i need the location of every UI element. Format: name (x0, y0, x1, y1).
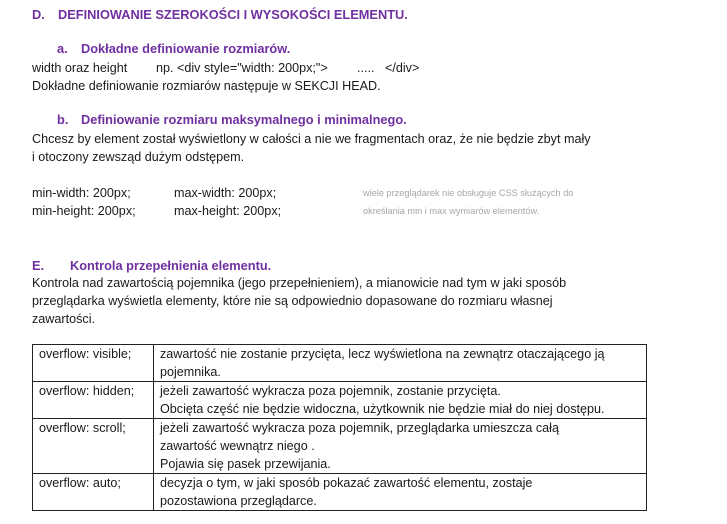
subsection-b-para-line1: Chcesz by element został wyświetlony w całości a nie we fragmentach oraz, że nie będzie zbyt mały (32, 132, 591, 146)
section-e-para-line3: zawartości. (32, 312, 95, 326)
head-section-note: Dokładne definiowanie rozmiarów następuje w SEKCJI HEAD. (32, 79, 381, 93)
desc-line: jeżeli zawartość wykracza poza pojemnik, zostanie przycięta. (160, 384, 501, 398)
overflow-hidden-desc (154, 382, 647, 419)
desc-line: jeżeli zawartość wykracza poza pojemnik, przeglądarka umieszcza całą (160, 421, 559, 435)
desc-line: Obcięta część nie będzie widoczna, użytkownik nie będzie miał do niej dostępu. (160, 402, 605, 416)
max-width-rule: max-width: 200px; (174, 186, 277, 200)
section-d-title: DEFINIOWANIE SZEROKOŚCI I WYSOKOŚCI ELEMENTU. (58, 7, 408, 22)
table-row (33, 382, 647, 419)
overflow-auto-desc (154, 474, 647, 511)
browser-support-note-line2: określania min i max wymiarów elementów. (363, 206, 540, 216)
desc-line: pozostawiona przeglądarce. (160, 494, 317, 508)
min-width-rule: min-width: 200px; (32, 186, 131, 200)
subsection-b-label: b. (57, 112, 69, 127)
overflow-table (32, 344, 647, 511)
width-height-term: width oraz height (32, 61, 128, 75)
div-example-dots: ..... (357, 61, 375, 75)
desc-line: zawartość wewnątrz niego . (160, 439, 315, 453)
desc-line: pojemnika. (160, 365, 221, 379)
table-row (33, 345, 647, 382)
desc-line: Pojawia się pasek przewijania. (160, 457, 331, 471)
section-e-title: Kontrola przepełnienia elementu. (70, 258, 272, 273)
browser-support-note-line1: wiele przeglądarek nie obsługuje CSS służących do (363, 188, 574, 198)
overflow-scroll-key: overflow: scroll; (33, 419, 154, 474)
section-d-label: D. (32, 7, 45, 22)
section-e-para-line1: Kontrola nad zawartością pojemnika (jego przepełnieniem), a mianowicie nad tym w jaki sposób (32, 276, 567, 290)
overflow-hidden-key: overflow: hidden; (33, 382, 154, 419)
div-example: np. <div style="width: 200px;"> (156, 61, 328, 75)
overflow-scroll-desc (154, 419, 647, 474)
overflow-visible-key: overflow: visible; (33, 345, 154, 382)
subsection-b-para-line2: i otoczony zewsząd dużym odstępem. (32, 150, 245, 164)
div-example-end: </div> (385, 61, 420, 75)
section-e-label: E. (32, 258, 45, 273)
overflow-visible-desc (154, 345, 647, 382)
desc-line: decyzja o tym, w jaki sposób pokazać zawartość elementu, zostaje (160, 476, 533, 490)
table-row (33, 419, 647, 474)
section-e-para-line2: przeglądarka wyświetla elementy, które nie są odpowiednio dopasowane do rozmiaru własnej (32, 294, 553, 308)
overflow-auto-key: overflow: auto; (33, 474, 154, 511)
subsection-a-label: a. (57, 41, 68, 56)
min-height-rule: min-height: 200px; (32, 204, 136, 218)
desc-line: zawartość nie zostanie przycięta, lecz wyświetlona na zewnątrz otaczającego ją (160, 347, 605, 361)
table-row (33, 474, 647, 511)
subsection-b-title: Definiowanie rozmiaru maksymalnego i minimalnego. (81, 112, 407, 127)
subsection-a-title: Dokładne definiowanie rozmiarów. (81, 41, 291, 56)
max-height-rule: max-height: 200px; (174, 204, 282, 218)
